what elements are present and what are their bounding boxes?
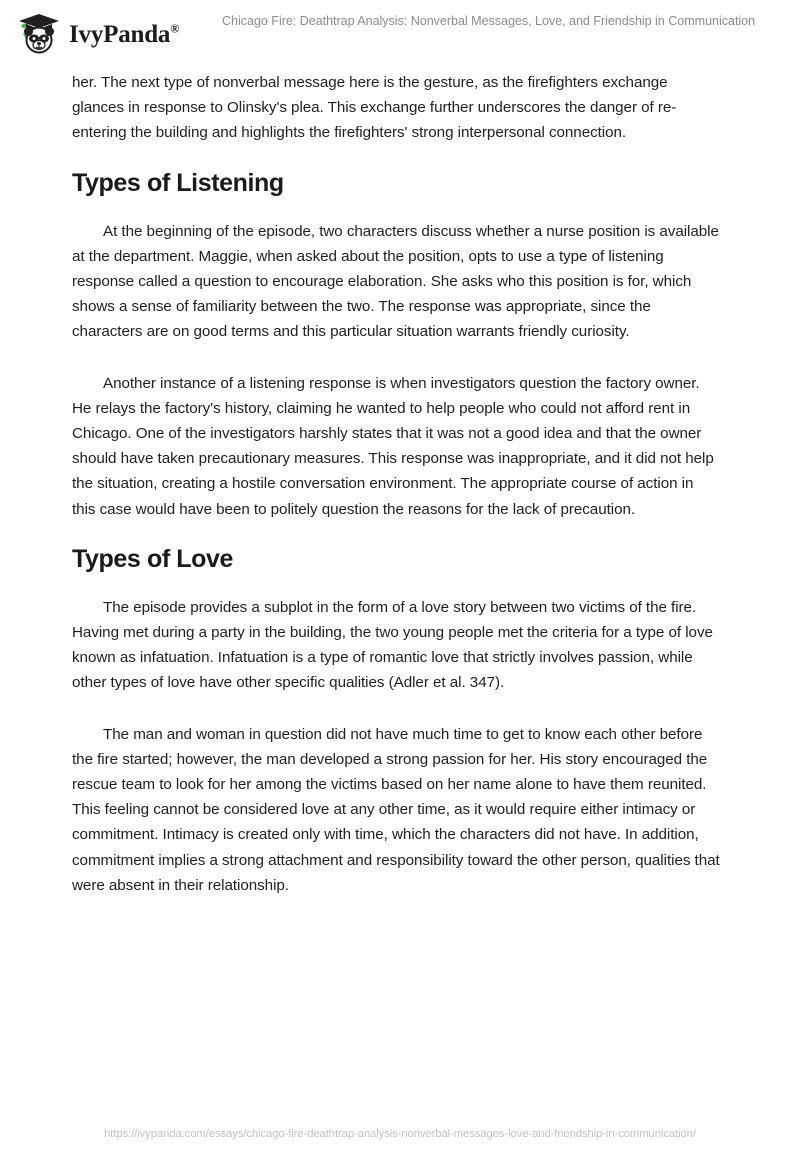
article-body — [72, 70, 720, 898]
paragraph: At the beginning of the episode, two characters discuss whether a nurse position is available at the department. Maggie, when asked about the position, opts to use a type of listening response called a question to encourage elaboration. She asks who this position is for, which shows a sense of familiarity between the two. The response was appropriate, since the characters are on good terms and this particular situation warrants friendly curiosity. — [72, 222, 719, 341]
page-header — [0, 0, 800, 62]
spacer — [72, 146, 720, 168]
brand-name-text: IvyPanda — [69, 20, 171, 48]
panda-graduate-logo-icon — [16, 11, 62, 55]
registered-mark: ® — [170, 21, 179, 36]
brand-name — [69, 22, 179, 47]
page-footer — [0, 1126, 800, 1142]
document-title: Chicago Fire: Deathtrap Analysis: Nonverbal Messages, Love, and Friendship in Communication — [222, 14, 756, 28]
paragraph: The episode provides a subplot in the form of a love story between two victims of the fire. Having met during a party in the building, the two young people met the criteria for a type of love known as infatuation. Infatuation is a type of romantic love that strictly involves passion, while other types of love have other specific qualities (Adler et al. 347). — [72, 598, 713, 692]
source-url-link[interactable]: https://ivypanda.com/essays/chicago-fire-deathtrap-analysis-nonverbal-messages-love-and-friendship-in-communication/ — [104, 1128, 696, 1140]
paragraph-continuation: her. The next type of nonverbal message here is the gesture, as the firefighters exchange glances in response to Olinsky's plea. This exchange further underscores the danger of re-entering the building and highlights the firefighters' strong interpersonal connection. — [72, 74, 677, 142]
paragraph: Another instance of a listening response is when investigators question the factory owner. He relays the factory's history, claiming he wanted to help people who could not afford rent in Chicago. One of the investigators harshly states that it was not a good idea and that the owner should have taken precautionary measures. This response was inappropriate, and it did not help the situation, creating a hostile conversation environment. The appropriate course of action in this case would have been to politely question the reasons for the lack of precaution. — [72, 374, 714, 518]
spacer — [72, 345, 720, 371]
spacer — [72, 522, 720, 544]
spacer — [72, 198, 720, 219]
spacer — [72, 696, 720, 722]
section-heading-types-of-listening: Types of Listening — [72, 168, 284, 197]
brand-logo[interactable] — [16, 11, 179, 55]
section-heading-types-of-love: Types of Love — [72, 544, 234, 573]
spacer — [72, 574, 720, 595]
paragraph: The man and woman in question did not have much time to get to know each other before the fire started; however, the man developed a strong passion for her. His story encouraged the rescue team to look for her among the victims based on her name alone to have them reunited. This feeling cannot be considered love at any other time, as it would require either intimacy or commitment. Intimacy is created only with time, which the characters did not have. In addition, commitment implies a strong attachment and responsibility toward the other person, qualities that were absent in their relationship. — [72, 725, 720, 894]
